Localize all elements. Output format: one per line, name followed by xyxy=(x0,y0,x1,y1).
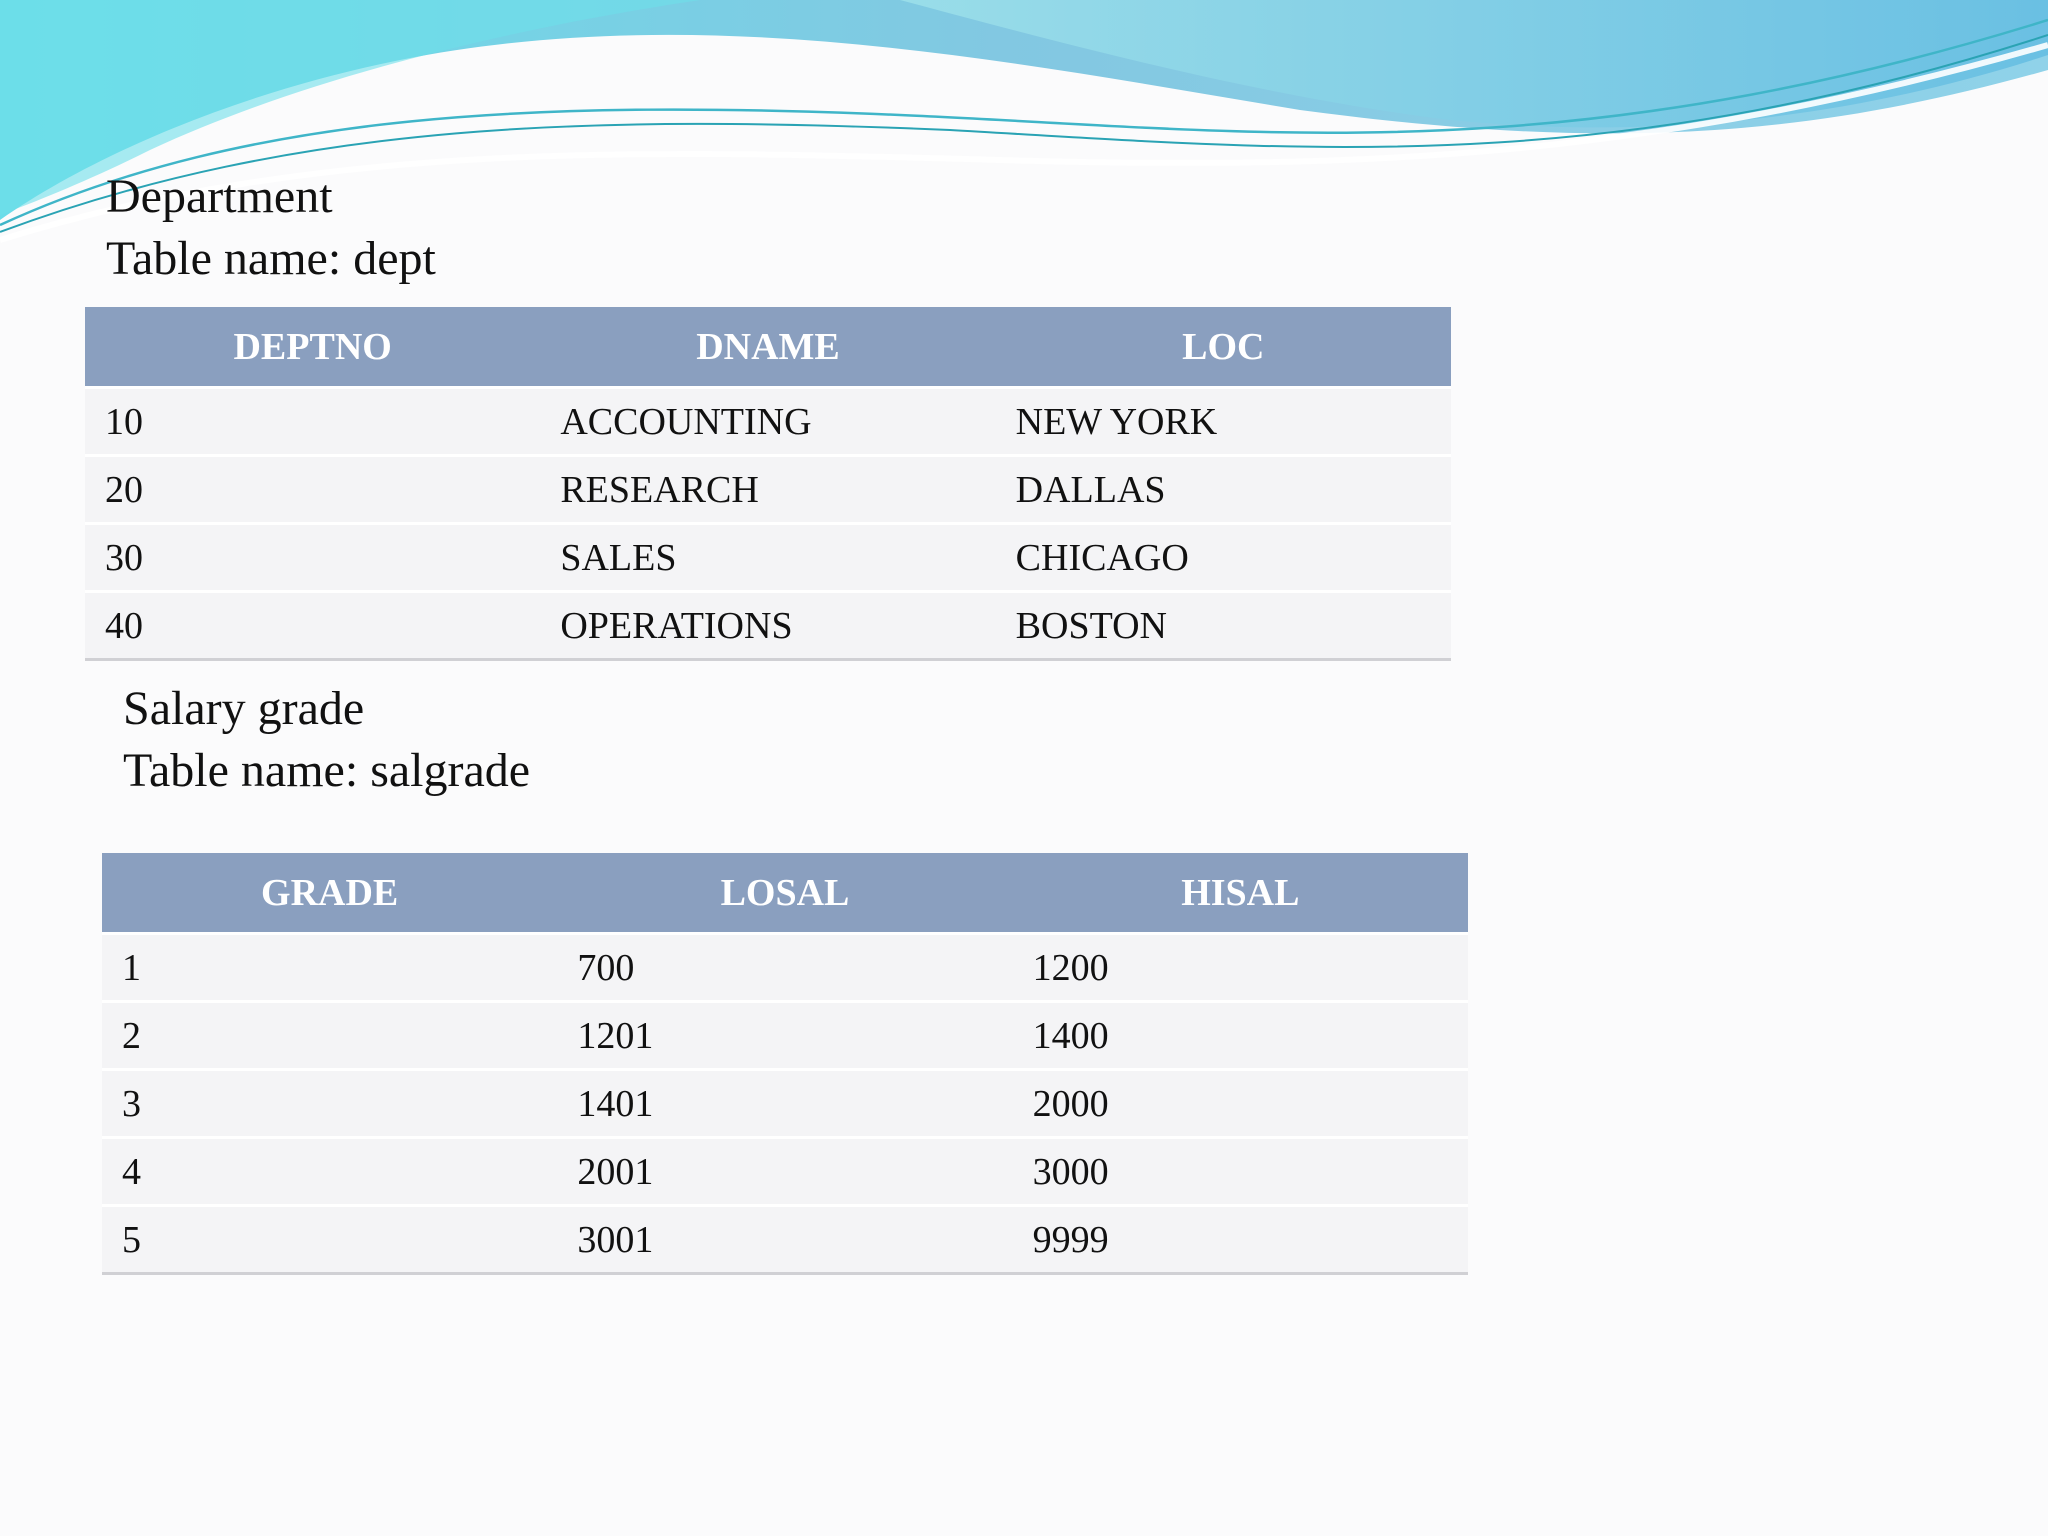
table-row xyxy=(102,934,1468,1002)
salgrade-table-name: Table name: salgrade xyxy=(123,744,531,797)
salgrade-block-title xyxy=(123,678,530,802)
dept-table xyxy=(85,307,1451,661)
cell-losal: 1401 xyxy=(557,1070,1012,1138)
cell-hisal: 3000 xyxy=(1013,1138,1468,1206)
cell-losal: 700 xyxy=(557,934,1012,1002)
table-row xyxy=(85,388,1451,456)
cell-grade: 4 xyxy=(102,1138,557,1206)
cell-grade: 3 xyxy=(102,1070,557,1138)
table-row xyxy=(85,456,1451,524)
column-header-grade: GRADE xyxy=(102,853,557,934)
table-row xyxy=(102,1070,1468,1138)
table-row xyxy=(102,1206,1468,1274)
column-header-dname: DNAME xyxy=(540,307,995,388)
cell-losal: 2001 xyxy=(557,1138,1012,1206)
salgrade-title: Salary grade xyxy=(123,682,365,735)
cell-hisal: 1400 xyxy=(1013,1002,1468,1070)
cell-losal: 3001 xyxy=(557,1206,1012,1274)
column-header-hisal: HISAL xyxy=(1013,853,1468,934)
cell-loc: BOSTON xyxy=(996,592,1451,660)
cell-dname: RESEARCH xyxy=(540,456,995,524)
cell-dname: SALES xyxy=(540,524,995,592)
cell-deptno: 40 xyxy=(85,592,540,660)
cell-dname: OPERATIONS xyxy=(540,592,995,660)
cell-loc: DALLAS xyxy=(996,456,1451,524)
dept-header-row xyxy=(85,307,1451,388)
cell-deptno: 20 xyxy=(85,456,540,524)
cell-dname: ACCOUNTING xyxy=(540,388,995,456)
column-header-deptno: DEPTNO xyxy=(85,307,540,388)
table-row xyxy=(85,524,1451,592)
cell-losal: 1201 xyxy=(557,1002,1012,1070)
dept-title: Department xyxy=(106,170,333,223)
salgrade-header-row xyxy=(102,853,1468,934)
cell-deptno: 10 xyxy=(85,388,540,456)
cell-loc: NEW YORK xyxy=(996,388,1451,456)
column-header-losal: LOSAL xyxy=(557,853,1012,934)
table-row xyxy=(102,1002,1468,1070)
cell-grade: 1 xyxy=(102,934,557,1002)
dept-block-title xyxy=(106,166,436,290)
column-header-loc: LOC xyxy=(996,307,1451,388)
cell-hisal: 9999 xyxy=(1013,1206,1468,1274)
dept-table-name: Table name: dept xyxy=(106,232,436,285)
salgrade-table xyxy=(102,853,1468,1275)
cell-hisal: 2000 xyxy=(1013,1070,1468,1138)
cell-deptno: 30 xyxy=(85,524,540,592)
cell-grade: 2 xyxy=(102,1002,557,1070)
cell-loc: CHICAGO xyxy=(996,524,1451,592)
cell-grade: 5 xyxy=(102,1206,557,1274)
cell-hisal: 1200 xyxy=(1013,934,1468,1002)
table-row xyxy=(102,1138,1468,1206)
table-row xyxy=(85,592,1451,660)
